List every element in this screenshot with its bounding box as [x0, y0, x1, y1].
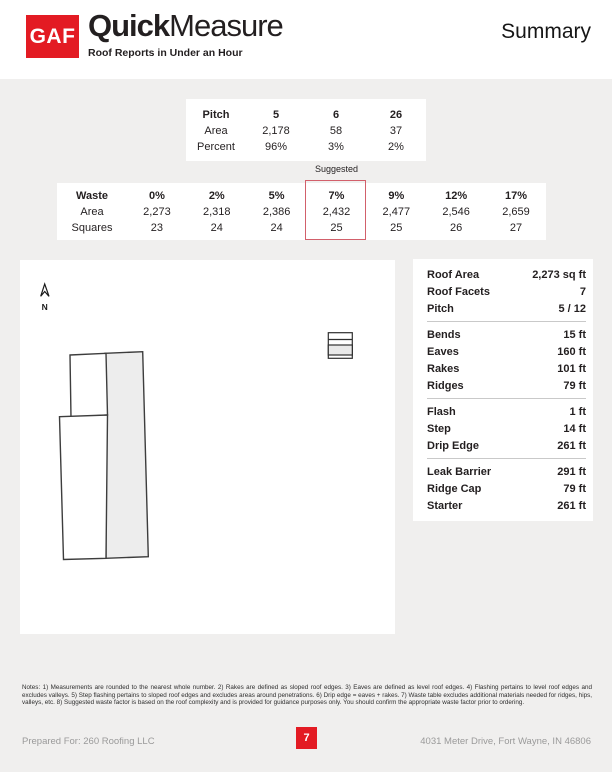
measurement-group: [427, 458, 586, 514]
waste-cell: 24: [270, 222, 283, 234]
measurement-row: [427, 343, 586, 360]
measurements-panel: [413, 259, 593, 521]
waste-cell: 12%: [445, 190, 468, 202]
pitch-cell: 2,178: [262, 125, 290, 137]
measurement-value: 261 ft: [557, 499, 586, 512]
measurement-value: 1 ft: [569, 405, 586, 418]
waste-table-row: [57, 188, 546, 204]
waste-cell: 9%: [388, 190, 405, 202]
waste-cell: 26: [450, 222, 463, 234]
pitch-cell: 37: [389, 125, 403, 137]
measurement-value: 291 ft: [557, 465, 586, 478]
north-label: N: [41, 302, 48, 312]
footer-address: 4031 Meter Drive, Fort Wayne, IN 46806: [420, 736, 591, 747]
waste-cell: 2,318: [203, 206, 231, 218]
pitch-table: [186, 99, 426, 161]
pitch-cell: 3%: [328, 141, 344, 153]
measurement-row: [427, 377, 586, 394]
measurement-label: Roof Area: [427, 268, 480, 281]
measurement-value: 160 ft: [557, 345, 586, 358]
measurement-label: Starter: [427, 499, 463, 512]
measurement-label: Ridges: [427, 379, 464, 392]
measurement-row: [427, 283, 586, 300]
measurement-row: [427, 420, 586, 437]
measurement-row: [427, 326, 586, 343]
pitch-row-label: Pitch: [202, 109, 230, 121]
measurement-label: Ridge Cap: [427, 482, 482, 495]
waste-row-label: Area: [80, 206, 104, 218]
gaf-logo: [26, 15, 79, 58]
waste-cell: 2,432: [322, 206, 351, 218]
waste-cell: 23: [150, 222, 164, 234]
waste-table: [57, 183, 546, 240]
measurement-group: [427, 266, 586, 317]
measurement-label: Pitch: [427, 302, 454, 315]
waste-cell: 2,386: [262, 206, 291, 218]
header: [0, 0, 612, 79]
measurement-label: Roof Facets: [427, 285, 490, 298]
brand-title: [88, 9, 283, 59]
measurement-value: 261 ft: [557, 439, 586, 452]
pitch-cell: 2%: [388, 141, 404, 153]
footer-prepared-for: Prepared For: 260 Roofing LLC: [22, 736, 155, 747]
waste-row-label: Squares: [71, 222, 113, 234]
waste-table-row: [57, 220, 546, 236]
suggested-label: Suggested: [314, 164, 359, 174]
waste-row-label: Waste: [76, 190, 108, 202]
waste-cell: 2%: [208, 190, 225, 202]
notes-text: Notes: 1) Measurements are rounded to the nearest whole number. 2) Rakes are defined as sloped roof edges. 3) Eaves are defined as level roof edges. 4) Flashing pertains to level roof edges and excludes valleys. 5) Step flashing pertains to sloped roof edges and excludes areas around penetrations. 6) Drip edge = eaves + rakes. 7) Waste table excludes additional materials needed for ridges, hips, valleys, etc. 8) Suggested waste factor is based on the roof complexity and is provided for guidance purposes only. You should confirm the appropriate waste factor prior to ordering.: [22, 684, 592, 707]
waste-cell: 2,477: [382, 206, 411, 218]
measurement-value: 2,273 sq ft: [532, 268, 586, 281]
north-arrow-icon: [41, 284, 49, 312]
waste-cell: 2,546: [442, 206, 470, 218]
measurement-row: [427, 437, 586, 454]
measurement-value: 79 ft: [563, 482, 586, 495]
gaf-logo-text: GAF: [29, 24, 76, 48]
measurement-label: Step: [427, 422, 451, 435]
detached-structure-outline: [328, 333, 352, 359]
measurement-group: [427, 398, 586, 454]
measurement-value: 101 ft: [557, 362, 586, 375]
waste-cell: 25: [330, 222, 343, 234]
pitch-table-row: [186, 123, 426, 139]
roof-outline: [60, 352, 149, 560]
brand-tagline: Roof Reports in Under an Hour: [88, 47, 243, 59]
waste-cell: 27: [509, 222, 523, 234]
waste-cell: 24: [210, 222, 223, 234]
waste-cell: 0%: [148, 190, 165, 202]
waste-cell: 17%: [504, 190, 527, 202]
pitch-cell: 58: [329, 125, 343, 137]
measurement-value: 7: [579, 285, 586, 298]
measurement-group: [427, 321, 586, 394]
measurement-label: Rakes: [427, 362, 460, 375]
page-number-badge: [296, 727, 317, 749]
measurement-label: Eaves: [427, 345, 459, 358]
measurement-value: 15 ft: [563, 328, 586, 341]
roof-diagram: [20, 260, 395, 634]
roof-diagram-panel: [20, 260, 395, 634]
measurement-row: [427, 497, 586, 514]
waste-cell: 25: [390, 222, 403, 234]
measurement-label: Flash: [427, 405, 456, 418]
measurement-row: [427, 300, 586, 317]
measurement-value: 5 / 12: [558, 302, 586, 315]
brand-title-bold: Quick: [88, 8, 170, 43]
measurement-row: [427, 266, 586, 283]
measurement-label: Leak Barrier: [427, 465, 492, 478]
measurement-label: Bends: [427, 328, 461, 341]
measurement-label: Drip Edge: [427, 439, 479, 452]
pitch-cell: 96%: [264, 141, 288, 153]
measurement-row: [427, 360, 586, 377]
measurement-value: 14 ft: [563, 422, 586, 435]
brand-title-line: [88, 8, 283, 43]
page-number: 7: [303, 732, 310, 744]
pitch-cell: 5: [272, 109, 280, 121]
pitch-cell: 26: [389, 109, 403, 121]
pitch-cell: 6: [332, 109, 340, 121]
measurement-row: [427, 463, 586, 480]
pitch-row-label: Percent: [197, 141, 235, 153]
pitch-table-row: [186, 139, 426, 155]
waste-cell: 5%: [268, 190, 285, 202]
measurement-row: [427, 480, 586, 497]
brand-title-light: Measure: [169, 8, 283, 43]
page-title: Summary: [501, 20, 591, 43]
pitch-table-row: [186, 107, 426, 123]
waste-cell: 7%: [328, 190, 345, 202]
waste-table-row: [57, 204, 546, 220]
measurement-row: [427, 403, 586, 420]
waste-cell: 2,659: [502, 206, 530, 218]
suggested-column-highlight: [305, 180, 366, 240]
pitch-row-label: Area: [204, 125, 228, 137]
waste-cell: 2,273: [143, 206, 171, 218]
measurement-value: 79 ft: [563, 379, 586, 392]
